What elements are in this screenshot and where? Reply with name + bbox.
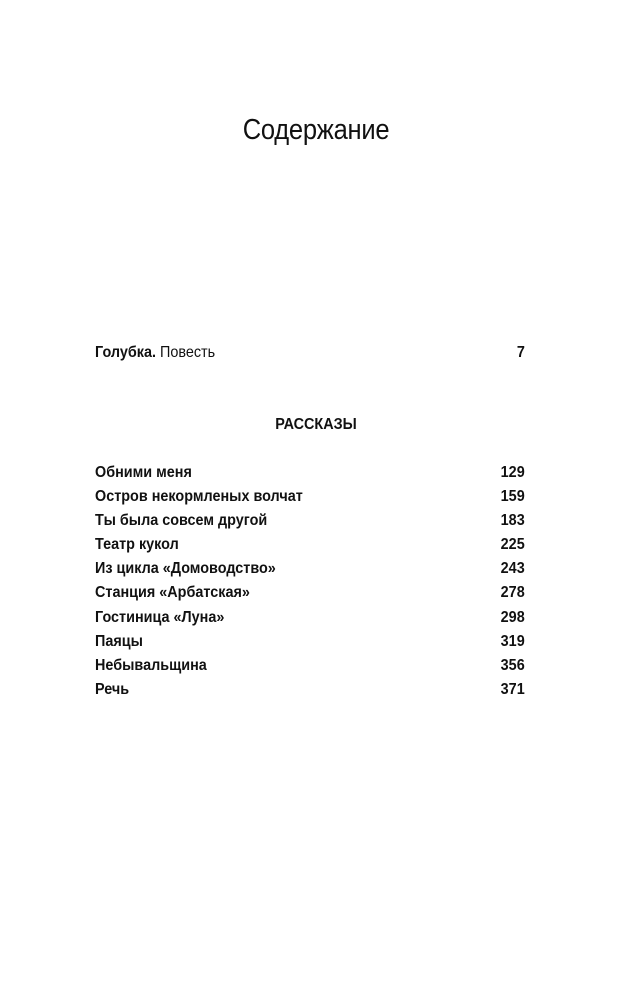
toc-entry xyxy=(95,633,525,657)
section-heading: РАССКАЗЫ xyxy=(275,416,357,433)
toc-entry-page: 356 xyxy=(500,656,525,674)
toc-entry-page: 371 xyxy=(500,680,525,698)
toc-entry-page: 298 xyxy=(500,608,525,626)
toc-entry xyxy=(95,657,525,681)
toc-entry xyxy=(95,512,525,536)
toc-entry xyxy=(95,560,525,584)
toc-entry-title: Речь xyxy=(95,680,130,698)
toc-entry-title: Театр кукол xyxy=(95,536,179,554)
toc-entry-title: Паяцы xyxy=(95,632,143,650)
toc-entry-title: Станция «Арбатская» xyxy=(95,584,250,602)
toc-entry-page: 225 xyxy=(500,536,525,554)
toc-entry xyxy=(95,609,525,633)
toc-entry-page: 159 xyxy=(500,488,525,506)
toc-entry-title: Ты была совсем другой xyxy=(95,512,268,530)
toc-entry-page: 278 xyxy=(500,584,525,602)
toc-entry-title: Небывальщина xyxy=(95,656,207,674)
page-title: Содержание xyxy=(242,114,390,146)
stories-list xyxy=(0,464,632,705)
toc-entry xyxy=(95,488,525,512)
toc-entry-title: Из цикла «Домоводство» xyxy=(95,560,276,578)
toc-entry xyxy=(95,584,525,608)
toc-entry-title: Гостиница «Луна» xyxy=(95,608,225,626)
toc-entry-title xyxy=(95,344,215,362)
toc-entry-title: Обними меня xyxy=(95,464,192,481)
novella-subtitle: Повесть xyxy=(159,344,216,361)
toc-entry xyxy=(95,464,525,488)
toc-entry-page: 7 xyxy=(516,344,525,361)
toc-entry-page: 243 xyxy=(500,560,525,578)
toc-entry-page: 183 xyxy=(500,512,525,530)
toc-entry-page: 319 xyxy=(500,632,525,650)
toc-entry xyxy=(95,536,525,560)
novella-title: Голубка. xyxy=(95,344,156,361)
toc-entry-novella xyxy=(95,344,525,368)
toc-entry xyxy=(95,681,525,705)
toc-entry-title: Остров некормленых волчат xyxy=(95,488,303,506)
toc-entry-page: 129 xyxy=(500,464,525,481)
